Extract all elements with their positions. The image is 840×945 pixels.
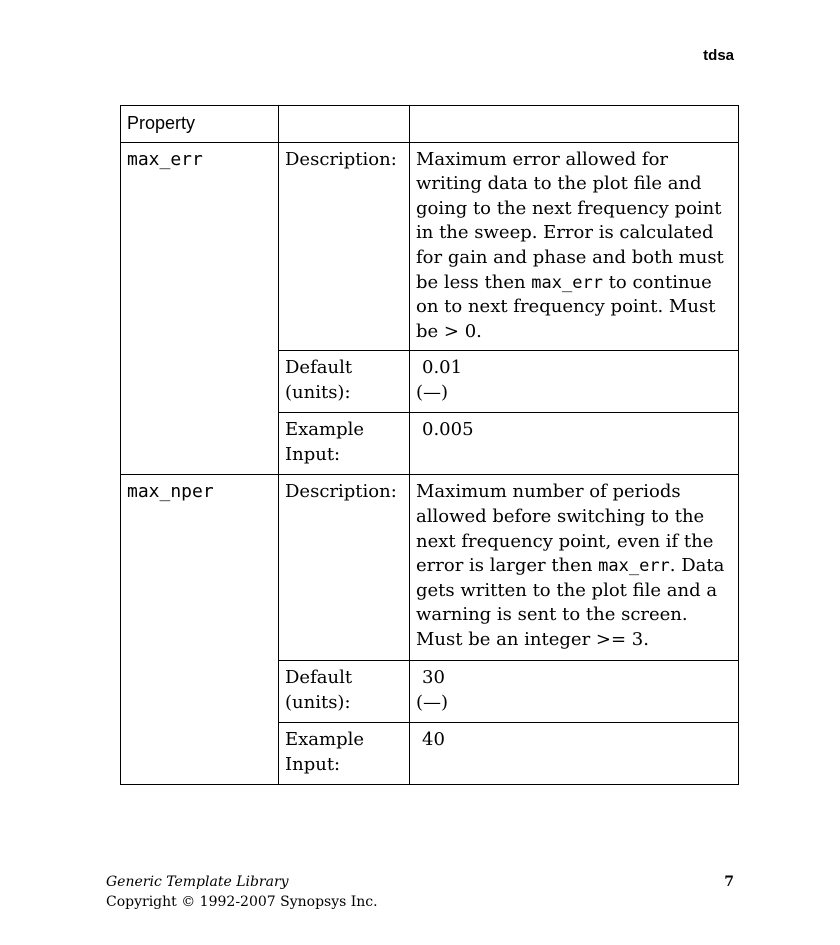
property-column-header: Property [121,106,279,143]
default-value: 0.01 [422,357,463,379]
inline-code: max_err [531,272,603,293]
inline-code: max_err [598,556,670,577]
page-header-title: tdsa [703,47,734,64]
property-name: max_nper [121,475,279,785]
table-header-row [121,106,739,143]
example-label: Example Input: [279,413,410,475]
default-value-cell [410,351,739,413]
column-3-header [410,106,739,143]
example-value-cell [410,723,739,785]
example-label: Example Input: [279,723,410,785]
description-text-part: Maximum error allowed for writing data to the plot file and going to the next frequency point in the sweep. Error is calculated for gain and phase and both must be less then [416,148,724,293]
default-label: Default (units): [279,661,410,723]
description-label: Description: [279,142,410,351]
description-text [410,475,739,661]
footer-library-name: Generic Template Library [106,874,289,890]
table-row [121,475,739,661]
page-number: 7 [724,874,734,890]
example-value: 0.005 [422,419,474,441]
example-value-cell [410,413,739,475]
property-table [120,105,739,785]
column-2-header [279,106,410,143]
description-text-part: . Data gets written to the plot file and a warning is sent to the screen. Must be an integer >= 3. [416,555,725,650]
default-value: 30 [422,667,445,689]
example-value: 40 [422,729,445,751]
description-text [410,142,739,351]
footer-copyright: Copyright © 1992-2007 Synopsys Inc. [106,894,378,910]
property-name: max_err [121,142,279,475]
default-value-cell [410,661,739,723]
description-text-part: to continue on to next frequency point. Must be > 0. [416,271,716,342]
default-units: (—) [416,691,449,713]
description-text-part: Maximum number of periods allowed before switching to the next frequency point, even if the error is larger then [416,481,714,577]
page-footer [106,872,378,912]
default-units: (—) [416,381,449,403]
table-row [121,142,739,351]
description-label: Description: [279,475,410,661]
default-label: Default (units): [279,351,410,413]
